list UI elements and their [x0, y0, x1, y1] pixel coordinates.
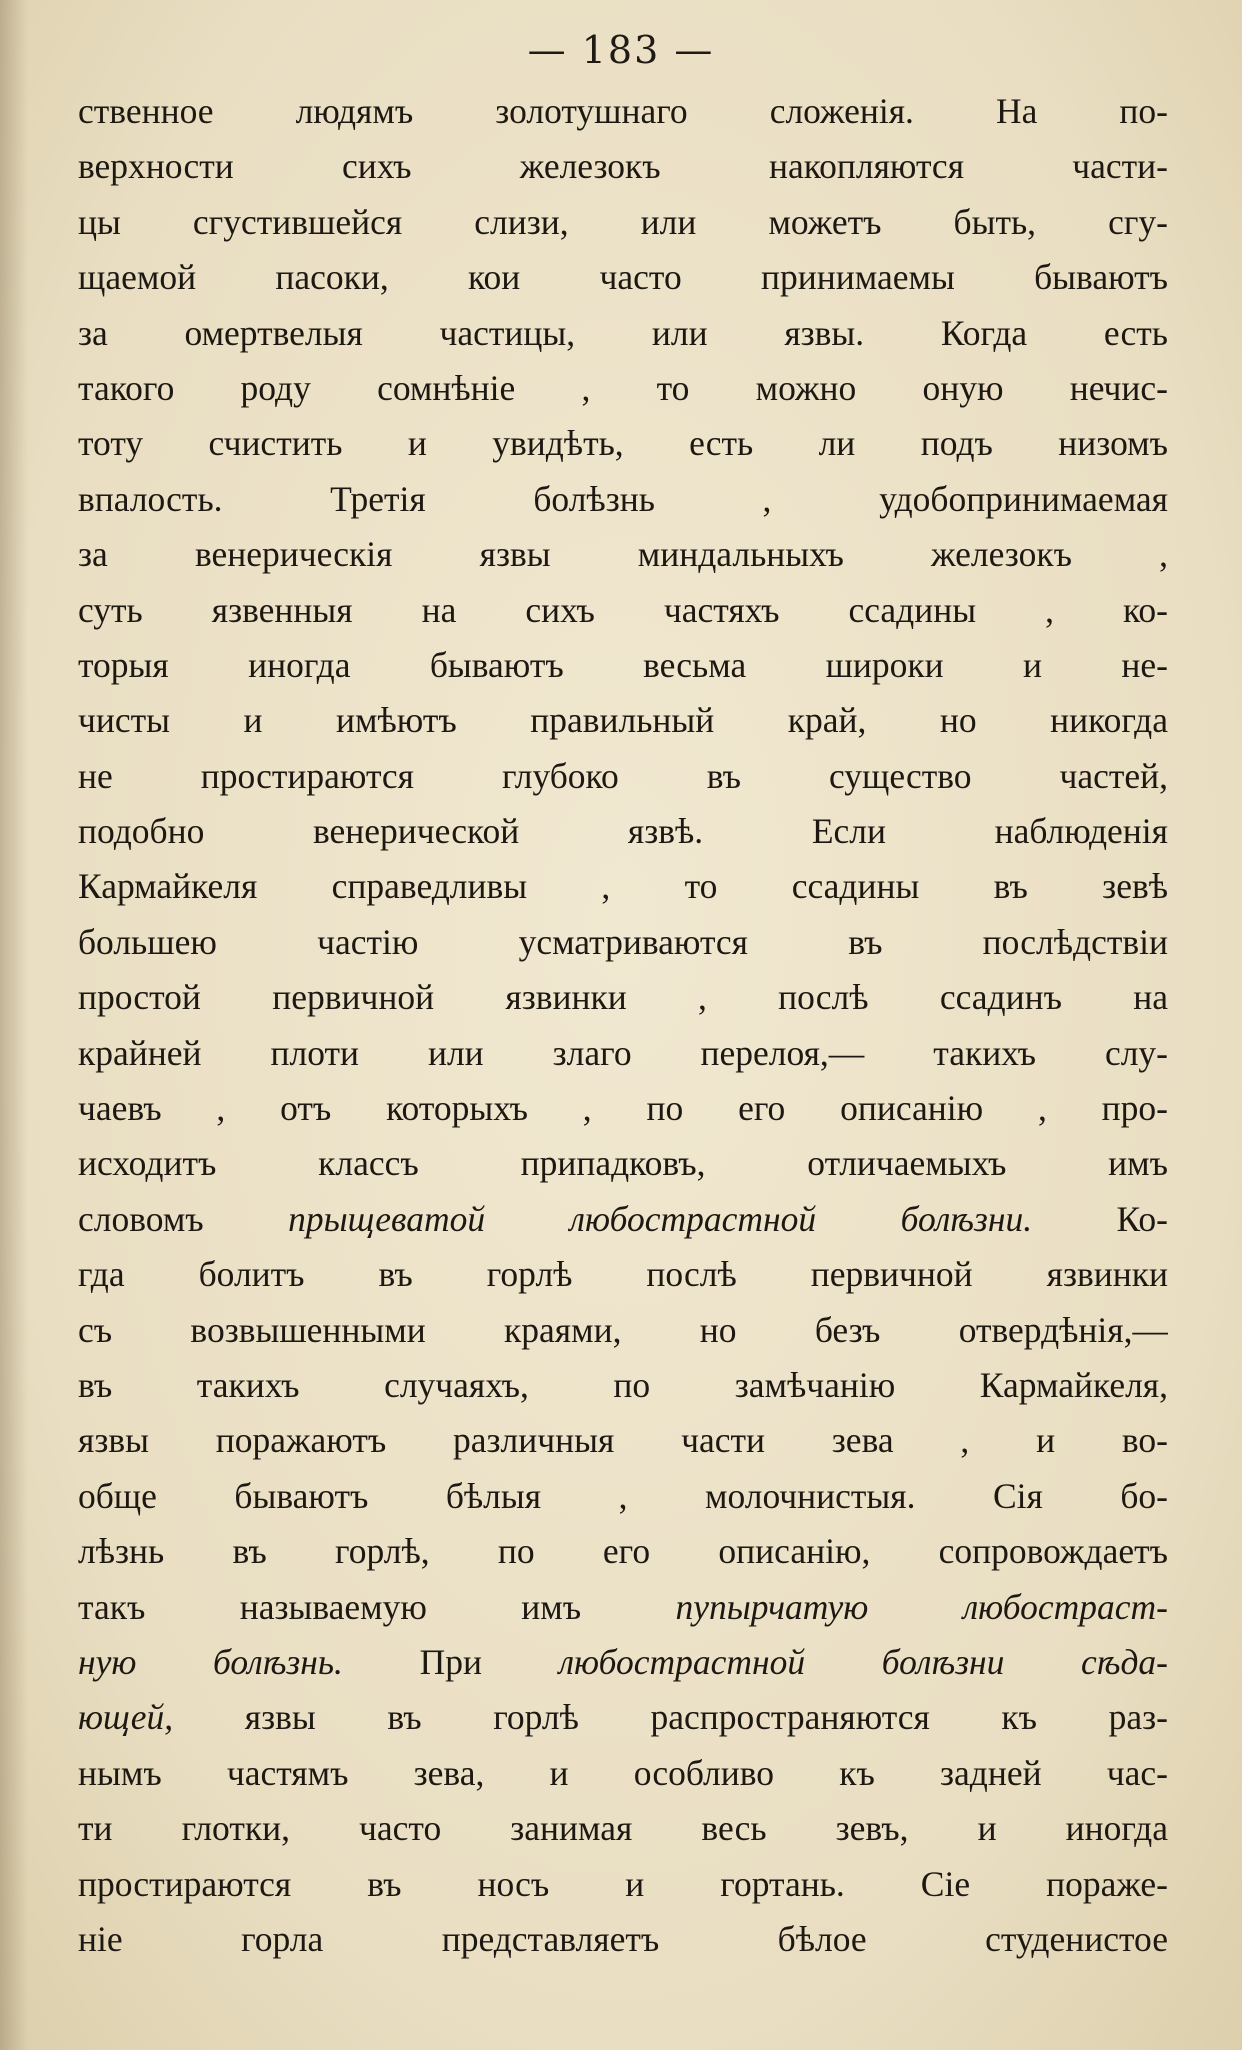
text-line	[78, 527, 1168, 582]
body-text	[78, 84, 1168, 1967]
italic-text: ющей,	[78, 1697, 174, 1738]
line-text: нымъ частямъ зева, и особливо къ задней час-	[78, 1752, 1168, 1793]
text-line	[78, 915, 1168, 970]
line-text: щаемой пасоки, кои часто принимаемы бываютъ	[78, 257, 1168, 298]
line-text: за омертвелыя частицы, или язвы. Когда есть	[78, 312, 1168, 353]
text-line	[78, 1303, 1168, 1358]
text-line	[78, 1912, 1168, 1967]
line-text: гда болитъ въ горлѣ послѣ первичной язвинки	[78, 1254, 1168, 1295]
text-line	[78, 84, 1168, 139]
text-line	[78, 859, 1168, 914]
text-line	[78, 472, 1168, 527]
text-line	[78, 1801, 1168, 1856]
line-text: При	[342, 1641, 559, 1682]
line-text: верхности сихъ железокъ накопляются части-	[78, 146, 1168, 187]
text-line	[78, 195, 1168, 250]
text-line	[78, 749, 1168, 804]
text-line	[78, 970, 1168, 1025]
text-line	[78, 1857, 1168, 1912]
line-text: такого роду сомнѣніе , то можно оную нечис-	[78, 367, 1168, 408]
text-line	[78, 1469, 1168, 1524]
italic-text: ную болѣзнь.	[78, 1641, 343, 1682]
text-line	[78, 1580, 1168, 1635]
line-text: Кармайкеля справедливы , то ссадины въ зевѣ	[78, 866, 1168, 907]
text-line	[78, 306, 1168, 361]
text-line	[78, 139, 1168, 194]
text-line	[78, 250, 1168, 305]
line-text: впалость. Третія болѣзнь , удобопринимаемая	[78, 478, 1168, 519]
line-text: суть язвенныя на сихъ частяхъ ссадины , ко-	[78, 589, 1168, 630]
line-text: не простираются глубоко въ существо частей,	[78, 755, 1168, 796]
text-line	[78, 1136, 1168, 1191]
page-number: — 183 —	[527, 28, 715, 72]
line-text: за венерическія язвы миндальныхъ железокъ ,	[78, 534, 1168, 575]
text-line	[78, 804, 1168, 859]
line-text: лѣзнь въ горлѣ, по его описанію, сопровождаетъ	[78, 1531, 1168, 1572]
text-line	[78, 1690, 1168, 1745]
binding-shadow	[0, 0, 28, 2050]
line-text: подобно венерической язвѣ. Если наблюденія	[78, 811, 1168, 852]
line-text: въ такихъ случаяхъ, по замѣчанію Кармайкеля,	[78, 1364, 1168, 1405]
text-line	[78, 361, 1168, 416]
text-line	[78, 638, 1168, 693]
line-text: язвы поражаютъ различныя части зева , и во-	[78, 1420, 1168, 1461]
italic-text: любострастной болѣзни сѣда-	[558, 1641, 1168, 1682]
line-text: такъ называемую имъ	[78, 1586, 676, 1627]
line-text: крайней плоти или злаго перелоя,— такихъ слу-	[78, 1032, 1168, 1073]
line-text: исходитъ классъ припадковъ, отличаемыхъ имъ	[78, 1143, 1168, 1184]
text-line	[78, 583, 1168, 638]
line-text: простираются въ носъ и гортань. Сіе пораже-	[78, 1863, 1168, 1904]
text-line	[78, 1413, 1168, 1468]
line-text: съ возвышенными краями, но безъ отвердѣнія,—	[78, 1309, 1168, 1350]
text-line	[78, 1247, 1168, 1302]
text-line	[78, 1081, 1168, 1136]
text-line	[78, 1192, 1168, 1247]
line-text: обще бываютъ бѣлыя , молочнистыя. Сія бо-	[78, 1475, 1168, 1516]
line-text: чаевъ , отъ которыхъ , по его описанію , про-	[78, 1088, 1168, 1129]
text-line	[78, 1524, 1168, 1579]
text-line	[78, 1746, 1168, 1801]
text-line	[78, 1026, 1168, 1081]
line-text: ніе горла представляетъ бѣлое студенистое	[78, 1918, 1168, 1959]
text-line	[78, 416, 1168, 471]
line-text: торыя иногда бываютъ весьма широки и не-	[78, 644, 1168, 685]
line-text: цы сгустившейся слизи, или можетъ быть, сгу-	[78, 201, 1168, 242]
line-text: чисты и имѣютъ правильный край, но никогда	[78, 700, 1168, 741]
line-text: язвы въ горлѣ распространяются къ раз-	[173, 1697, 1168, 1738]
line-text: большею частію усматриваются въ послѣдствіи	[78, 921, 1168, 962]
line-text: ственное людямъ золотушнаго сложенія. На по-	[78, 91, 1168, 131]
line-text: простой первичной язвинки , послѣ ссадинъ на	[78, 977, 1168, 1018]
line-text: словомъ	[78, 1198, 289, 1239]
line-text: Ко-	[1032, 1198, 1168, 1239]
italic-text: прыщеватой любострастной болѣзни.	[288, 1198, 1033, 1239]
italic-text: пупырчатую любостраст-	[675, 1586, 1168, 1627]
text-line	[78, 1358, 1168, 1413]
text-line	[78, 1635, 1168, 1690]
line-text: ти глотки, часто занимая весь зевъ, и иногда	[78, 1808, 1168, 1849]
line-text: тоту счистить и увидѣть, есть ли подъ низомъ	[78, 423, 1168, 464]
text-line	[78, 693, 1168, 748]
